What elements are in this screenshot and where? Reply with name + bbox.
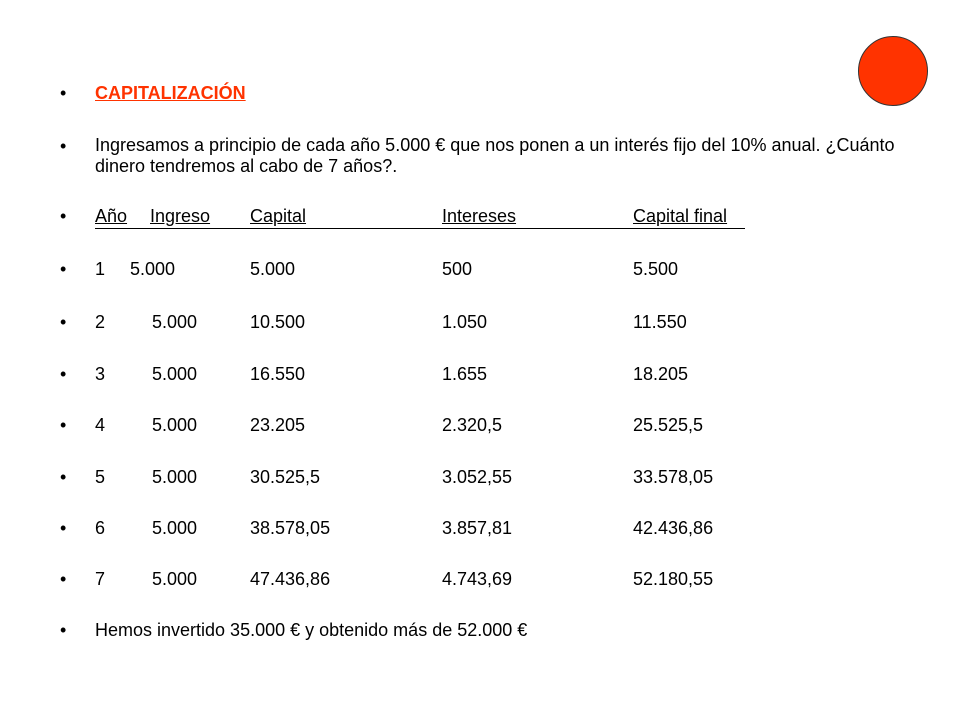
bullet: •	[60, 518, 67, 538]
cell-capital-final: 25.525,5	[633, 415, 704, 435]
cell-ingreso: 5.000	[152, 569, 198, 589]
cell-capital-final: 5.500	[633, 259, 679, 279]
bullet: •	[60, 136, 67, 156]
cell-year: 6	[95, 518, 106, 538]
cell-year: 1	[95, 259, 106, 279]
cell-year: 7	[95, 569, 106, 589]
bullet: •	[60, 467, 67, 487]
bullet: •	[60, 415, 67, 435]
red-circle-decoration	[858, 36, 928, 106]
cell-ingreso: 5.000	[152, 364, 198, 384]
cell-capital-final: 11.550	[633, 312, 687, 332]
cell-intereses: 500	[442, 259, 473, 279]
header-ingreso: Ingreso	[150, 206, 211, 226]
cell-intereses: 1.655	[442, 364, 488, 384]
header-underline	[95, 228, 745, 229]
cell-year: 3	[95, 364, 106, 384]
cell-year: 2	[95, 312, 106, 332]
bullet: •	[60, 620, 67, 640]
cell-capital: 16.550	[250, 364, 306, 384]
cell-year: 4	[95, 415, 106, 435]
summary-text: Hemos invertido 35.000 € y obtenido más de 52.000 €	[95, 620, 528, 640]
bullet: •	[60, 259, 67, 279]
bullet: •	[60, 569, 67, 589]
cell-capital: 10.500	[250, 312, 306, 332]
cell-ingreso: 5.000	[130, 259, 176, 279]
cell-capital: 38.578,05	[250, 518, 331, 538]
cell-intereses: 3.052,55	[442, 467, 513, 487]
cell-intereses: 2.320,5	[442, 415, 503, 435]
cell-ingreso: 5.000	[152, 415, 198, 435]
cell-capital: 47.436,86	[250, 569, 331, 589]
cell-capital-final: 42.436,86	[633, 518, 714, 538]
bullet: •	[60, 364, 67, 384]
bullet: •	[60, 83, 67, 103]
cell-intereses: 3.857,81	[442, 518, 513, 538]
header-capital: Capital	[250, 206, 307, 226]
cell-capital-final: 18.205	[633, 364, 689, 384]
header-intereses: Intereses	[442, 206, 517, 226]
cell-ingreso: 5.000	[152, 518, 198, 538]
cell-ingreso: 5.000	[152, 312, 198, 332]
cell-capital: 5.000	[250, 259, 296, 279]
cell-capital-final: 33.578,05	[633, 467, 714, 487]
cell-year: 5	[95, 467, 106, 487]
header-year: Año	[95, 206, 128, 226]
cell-intereses: 1.050	[442, 312, 488, 332]
bullet: •	[60, 312, 67, 332]
slide-title: CAPITALIZACIÓN	[95, 83, 246, 103]
intro-text: Ingresamos a principio de cada año 5.000 € que nos ponen a un interés fijo del 10% anual. ¿Cuánto dinero tendremos al cabo de 7 años?.	[95, 135, 895, 176]
cell-capital: 30.525,5	[250, 467, 321, 487]
cell-capital-final: 52.180,55	[633, 569, 714, 589]
header-capital-final: Capital final	[633, 206, 728, 226]
cell-capital: 23.205	[250, 415, 306, 435]
cell-ingreso: 5.000	[152, 467, 198, 487]
bullet: •	[60, 206, 67, 226]
cell-intereses: 4.743,69	[442, 569, 513, 589]
